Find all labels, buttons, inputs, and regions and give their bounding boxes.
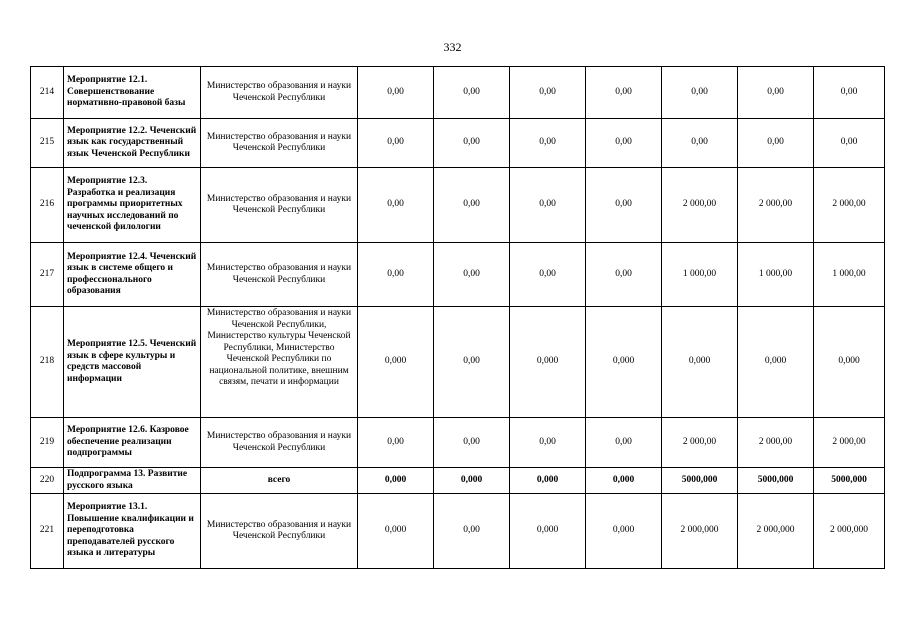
activity-cell: Подпрограмма 13. Развитие русского языка bbox=[64, 468, 201, 494]
budget-table bbox=[30, 66, 885, 569]
value-cell: 0,00 bbox=[434, 67, 510, 119]
value-cell: 5000,000 bbox=[814, 468, 885, 494]
organization-cell: Министерство образования и науки Чеченской Республики bbox=[201, 168, 358, 243]
value-cell: 0,00 bbox=[510, 168, 586, 243]
value-cell: 0,00 bbox=[358, 67, 434, 119]
row-number: 221 bbox=[31, 494, 64, 569]
value-cell: 0,00 bbox=[586, 119, 662, 168]
value-cell: 0,000 bbox=[586, 307, 662, 418]
row-number: 214 bbox=[31, 67, 64, 119]
value-cell: 0,00 bbox=[814, 119, 885, 168]
row-number: 217 bbox=[31, 243, 64, 307]
table-row bbox=[31, 418, 885, 468]
row-number: 216 bbox=[31, 168, 64, 243]
organization-cell: Министерство образования и науки Чеченской Республики bbox=[201, 243, 358, 307]
value-cell: 2 000,00 bbox=[662, 168, 738, 243]
value-cell: 0,000 bbox=[358, 307, 434, 418]
value-cell: 0,00 bbox=[358, 168, 434, 243]
value-cell: 2 000,00 bbox=[814, 418, 885, 468]
value-cell: 0,00 bbox=[738, 67, 814, 119]
value-cell: 5000,000 bbox=[738, 468, 814, 494]
table-row bbox=[31, 494, 885, 569]
value-cell: 0,000 bbox=[358, 468, 434, 494]
value-cell: 0,00 bbox=[510, 243, 586, 307]
value-cell: 0,000 bbox=[510, 307, 586, 418]
value-cell: 1 000,00 bbox=[814, 243, 885, 307]
value-cell: 0,00 bbox=[434, 119, 510, 168]
row-number: 215 bbox=[31, 119, 64, 168]
table-row bbox=[31, 168, 885, 243]
value-cell: 0,00 bbox=[510, 418, 586, 468]
row-number: 218 bbox=[31, 307, 64, 418]
value-cell: 0,000 bbox=[434, 468, 510, 494]
table-row bbox=[31, 119, 885, 168]
activity-cell: Мероприятие 12.2. Чеченский язык как государственный язык Чеченской Республики bbox=[64, 119, 201, 168]
activity-cell: Мероприятие 12.3. Разработка и реализация программы приоритетных научных исследований по чеченской филологии bbox=[64, 168, 201, 243]
value-cell: 0,00 bbox=[434, 243, 510, 307]
value-cell: 0,000 bbox=[510, 494, 586, 569]
value-cell: 0,000 bbox=[510, 468, 586, 494]
value-cell: 0,00 bbox=[586, 67, 662, 119]
value-cell: 0,000 bbox=[738, 307, 814, 418]
organization-cell: Министерство образования и науки Чеченской Республики bbox=[201, 67, 358, 119]
value-cell: 0,00 bbox=[510, 67, 586, 119]
table-row bbox=[31, 468, 885, 494]
value-cell: 0,00 bbox=[662, 67, 738, 119]
value-cell: 2 000,000 bbox=[738, 494, 814, 569]
value-cell: 2 000,00 bbox=[814, 168, 885, 243]
value-cell: 0,00 bbox=[358, 418, 434, 468]
value-cell: 1 000,00 bbox=[662, 243, 738, 307]
value-cell: 0,000 bbox=[586, 468, 662, 494]
value-cell: 0,00 bbox=[434, 307, 510, 418]
value-cell: 0,00 bbox=[510, 119, 586, 168]
activity-cell: Мероприятие 12.4. Чеченский язык в системе общего и профессионального образования bbox=[64, 243, 201, 307]
value-cell: 0,000 bbox=[358, 494, 434, 569]
activity-cell: Мероприятие 13.1. Повышение квалификации и переподготовка преподавателей русского языка и литературы bbox=[64, 494, 201, 569]
value-cell: 0,00 bbox=[434, 494, 510, 569]
value-cell: 2 000,00 bbox=[738, 418, 814, 468]
organization-cell: Министерство образования и науки Чеченской Республики bbox=[201, 418, 358, 468]
value-cell: 0,00 bbox=[586, 168, 662, 243]
page-number: 332 bbox=[443, 40, 462, 54]
activity-cell: Мероприятие 12.6. Казровое обеспечение реализации подпрограммы bbox=[64, 418, 201, 468]
activity-cell: Мероприятие 12.5. Чеченский язык в сфере культуры и средств массовой информации bbox=[64, 307, 201, 418]
value-cell: 0,00 bbox=[434, 418, 510, 468]
value-cell: 2 000,000 bbox=[662, 494, 738, 569]
value-cell: 2 000,00 bbox=[738, 168, 814, 243]
row-number: 220 bbox=[31, 468, 64, 494]
value-cell: 5000,000 bbox=[662, 468, 738, 494]
value-cell: 0,00 bbox=[586, 418, 662, 468]
value-cell: 0,000 bbox=[586, 494, 662, 569]
activity-cell: Мероприятие 12.1. Совершенствование нормативно-правовой базы bbox=[64, 67, 201, 119]
organization-cell: всего bbox=[201, 468, 358, 494]
value-cell: 0,00 bbox=[586, 243, 662, 307]
table-row bbox=[31, 307, 885, 418]
value-cell: 2 000,000 bbox=[814, 494, 885, 569]
row-number: 219 bbox=[31, 418, 64, 468]
table-row bbox=[31, 67, 885, 119]
value-cell: 0,000 bbox=[662, 307, 738, 418]
value-cell: 1 000,00 bbox=[738, 243, 814, 307]
value-cell: 0,00 bbox=[434, 168, 510, 243]
table-row bbox=[31, 243, 885, 307]
value-cell: 2 000,00 bbox=[662, 418, 738, 468]
value-cell: 0,00 bbox=[662, 119, 738, 168]
value-cell: 0,00 bbox=[738, 119, 814, 168]
organization-cell: Министерство образования и науки Чеченской Республики bbox=[201, 494, 358, 569]
organization-cell: Министерство образования и науки Чеченской Республики bbox=[201, 119, 358, 168]
value-cell: 0,00 bbox=[358, 243, 434, 307]
value-cell: 0,00 bbox=[814, 67, 885, 119]
organization-cell: Министерство образования и науки Чеченской Республики, Министерство культуры Чеченской Республики, Министерство Чеченской Республики по национальной политике, внешним связям, печати и информации bbox=[201, 307, 358, 418]
value-cell: 0,000 bbox=[814, 307, 885, 418]
value-cell: 0,00 bbox=[358, 119, 434, 168]
